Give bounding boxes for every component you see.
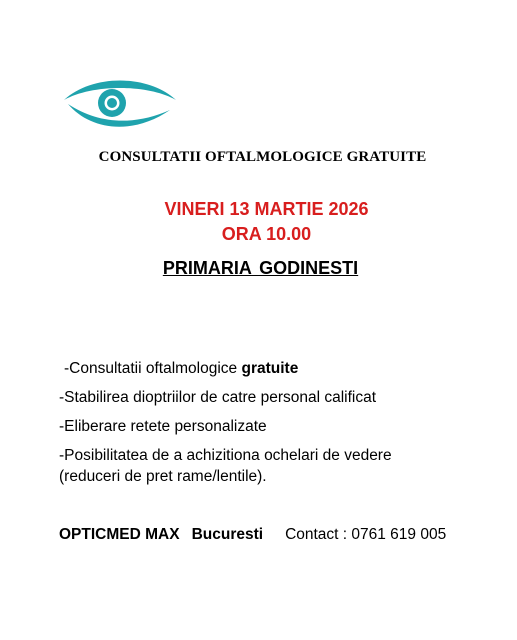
event-time: ORA 10.00 (221, 224, 312, 244)
contact-phone: Contact : 0761 619 005 (285, 526, 447, 543)
list-item (59, 445, 499, 487)
service-text: -Consultatii oftalmologice (64, 360, 242, 377)
service-emphasis: gratuite (241, 360, 299, 377)
footer (59, 526, 446, 544)
company-city: Bucuresti (191, 526, 264, 543)
service-text: -Posibilitatea de a achizitiona ochelari de vedere (59, 447, 392, 464)
list-item (59, 416, 499, 437)
list-item (59, 358, 499, 379)
service-text: -Eliberare retete personalizate (59, 418, 267, 435)
eye-icon (62, 70, 178, 138)
page-title: CONSULTATII OFTALMOLOGICE GRATUITE (98, 149, 427, 165)
service-text: -Stabilirea dioptriilor de catre personal calificat (59, 389, 377, 406)
event-date: VINERI 13 MARTIE 2026 (164, 199, 369, 219)
services-list (59, 358, 499, 487)
company-name: OPTICMED MAX (59, 526, 180, 543)
list-item (59, 387, 499, 408)
event-venue: PRIMARIA GODINESTI (162, 258, 359, 278)
service-text-continued: (reduceri de pret rame/lentile). (59, 468, 267, 485)
